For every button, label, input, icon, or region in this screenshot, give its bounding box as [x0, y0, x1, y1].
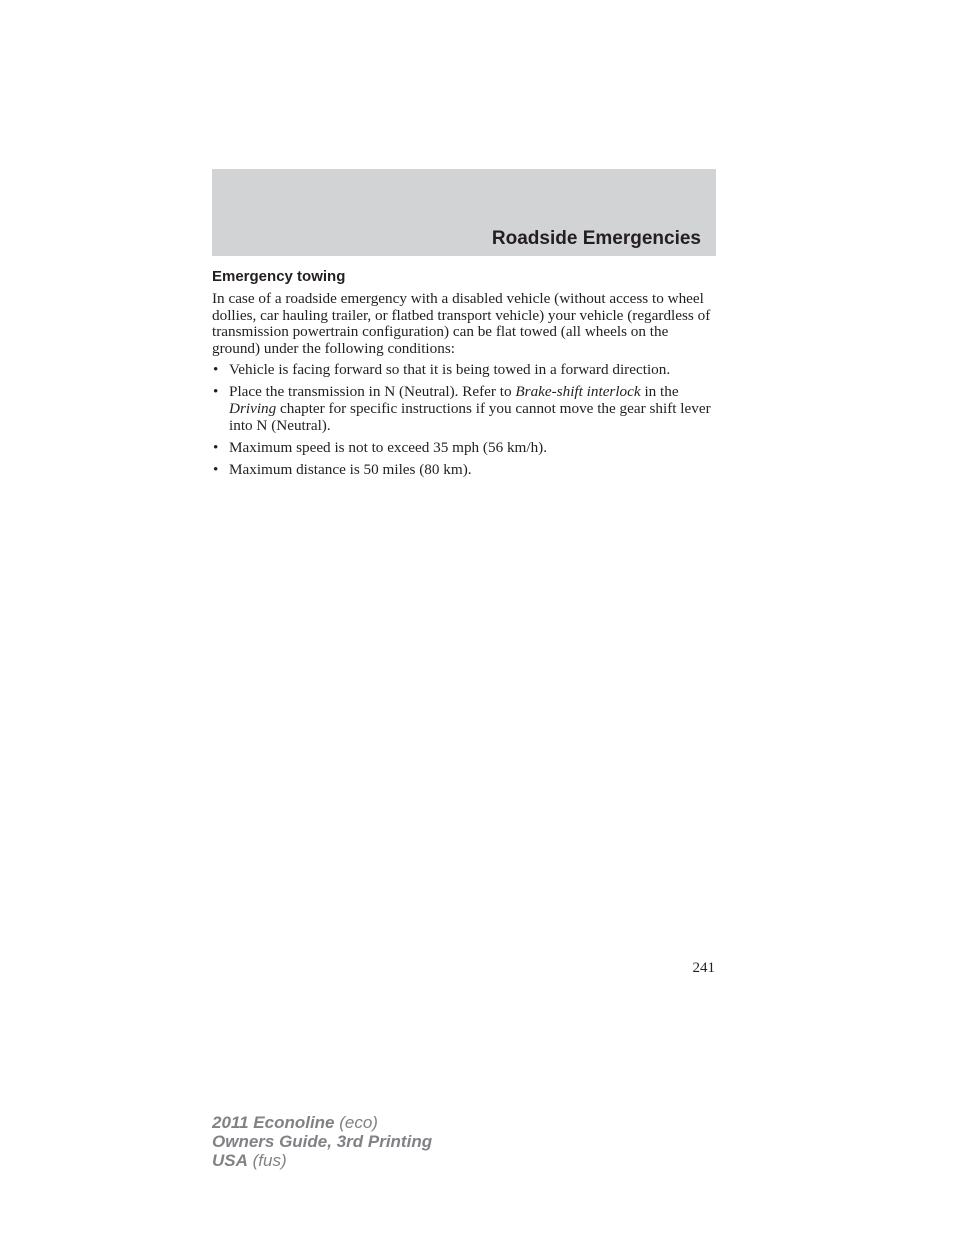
- document-footer: [212, 1113, 432, 1170]
- cross-reference-brake-shift-interlock: Brake-shift interlock: [515, 383, 641, 401]
- page-number: 241: [692, 960, 715, 976]
- list-item: [212, 384, 718, 434]
- conditions-list: [212, 362, 718, 478]
- footer-edition: Owners Guide, 3rd Printing: [212, 1132, 433, 1151]
- bullet-text: Maximum distance is 50 miles (80 km).: [229, 460, 472, 478]
- list-item: [212, 462, 718, 479]
- footer-model-name: 2011 Econoline: [212, 1113, 335, 1132]
- list-item: [212, 362, 718, 379]
- footer-model-code: (eco): [334, 1113, 378, 1132]
- bullet-icon: •: [213, 383, 219, 401]
- section-heading: Emergency towing: [212, 268, 346, 285]
- cross-reference-driving-chapter: Driving: [229, 400, 277, 418]
- bullet-text: Place the transmission in N (Neutral). Refer to: [229, 383, 516, 401]
- footer-line-market: [212, 1151, 432, 1170]
- bullet-text: Vehicle is facing forward so that it is being towed in a forward direction.: [229, 361, 671, 379]
- page-content: [212, 267, 718, 484]
- chapter-header-band: [212, 169, 716, 256]
- bullet-text: in the: [640, 383, 679, 401]
- footer-line-model: [212, 1113, 432, 1132]
- bullet-text: Maximum speed is not to exceed 35 mph (56 km/h).: [229, 438, 548, 456]
- bullet-icon: •: [213, 460, 219, 478]
- intro-paragraph: In case of a roadside emergency with a disabled vehicle (without access to wheel dollies, car hauling trailer, or flatbed transport vehicle) your vehicle (regardless of transmission powertrain configuration) can be flat towed (all wheels on the ground) under the following conditions:: [212, 290, 711, 357]
- footer-line-edition: [212, 1132, 432, 1151]
- bullet-icon: •: [213, 438, 219, 456]
- footer-market: USA: [212, 1151, 248, 1170]
- footer-market-code: (fus): [247, 1151, 287, 1170]
- list-item: [212, 440, 718, 457]
- chapter-title: Roadside Emergencies: [491, 228, 701, 249]
- bullet-text: chapter for specific instructions if you cannot move the gear shift lever into N (Neutral).: [229, 400, 711, 434]
- bullet-icon: •: [213, 361, 219, 379]
